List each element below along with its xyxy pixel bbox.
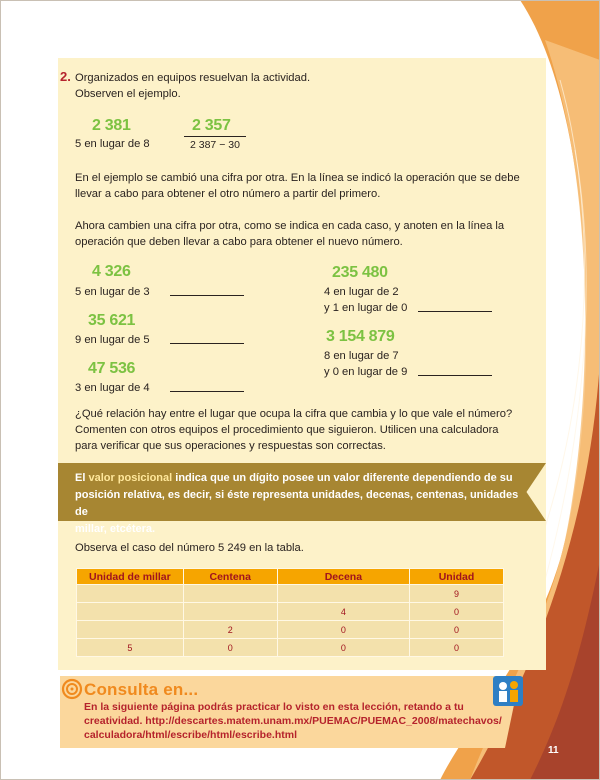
page-number: 11 bbox=[548, 745, 559, 756]
consulta-line-2[interactable]: creatividad. http://descartes.matem.unam.mx/PUEMAC/PUEMAC_2008/matechavos/ bbox=[84, 715, 502, 727]
table-intro: Observa el caso del número 5 249 en la tabla. bbox=[75, 542, 304, 554]
exercise-3-answer-line[interactable] bbox=[170, 391, 244, 392]
table-cell bbox=[183, 603, 277, 621]
paragraph-2-line-2: operación que deben llevar a cabo para obtener el nuevo número. bbox=[75, 236, 403, 248]
exercise-5-caption-2: y 0 en lugar de 9 bbox=[324, 366, 408, 378]
instruction-line-2: Observen el ejemplo. bbox=[75, 88, 181, 100]
table-cell bbox=[77, 603, 184, 621]
table-row bbox=[77, 639, 504, 657]
consulta-line-1: En la siguiente página podrás practicar lo visto en esta lección, retando a tu bbox=[84, 701, 464, 713]
question-line-3: para verificar que sus operaciones y respuestas son correctas. bbox=[75, 440, 386, 452]
header-unidad-de-millar: Unidad de millar bbox=[77, 569, 184, 585]
exercise-1-caption: 5 en lugar de 3 bbox=[75, 286, 150, 298]
definition-term: valor posicional bbox=[88, 472, 173, 484]
exercise-4-number: 235 480 bbox=[332, 264, 388, 281]
exercise-5-answer-line[interactable] bbox=[418, 375, 492, 376]
table-header-row bbox=[77, 569, 504, 585]
consulta-text bbox=[84, 700, 514, 742]
table-cell: 0 bbox=[277, 621, 409, 639]
example-caption: 5 en lugar de 8 bbox=[75, 138, 150, 150]
table-cell: 9 bbox=[410, 585, 504, 603]
exercise-1-answer-line[interactable] bbox=[170, 295, 244, 296]
header-unidad: Unidad bbox=[410, 569, 504, 585]
exercise-1-number: 4 326 bbox=[92, 263, 131, 280]
question-line-2: Comenten con otros equipos el procedimiento que siguieron. Utilicen una calculadora bbox=[75, 424, 499, 436]
example-number-b: 2 357 bbox=[192, 117, 231, 134]
question-line-1: ¿Qué relación hay entre el lugar que ocupa la cifra que cambia y lo que vale el número? bbox=[75, 408, 513, 420]
exercise-4-caption-2: y 1 en lugar de 0 bbox=[324, 302, 408, 314]
paragraph-1-line-2: llevar a cabo para obtener el otro número a partir del primero. bbox=[75, 188, 381, 200]
table-row bbox=[77, 585, 504, 603]
table-cell: 0 bbox=[410, 603, 504, 621]
instruction-line-1: Organizados en equipos resuelvan la actividad. bbox=[75, 72, 311, 84]
table-cell: 0 bbox=[410, 639, 504, 657]
consulta-title: Consulta en... bbox=[84, 680, 199, 699]
table-cell: 5 bbox=[77, 639, 184, 657]
table-row bbox=[77, 603, 504, 621]
exercise-5-number: 3 154 879 bbox=[326, 328, 395, 345]
table-cell: 2 bbox=[183, 621, 277, 639]
definition-rest: indica que un dígito posee un valor diferente dependiendo de su bbox=[172, 472, 513, 484]
exercise-2-number: 35 621 bbox=[88, 312, 136, 329]
definition-line-3: millar, etcétera. bbox=[75, 523, 156, 535]
exercise-5-caption-1: 8 en lugar de 7 bbox=[324, 350, 399, 362]
exercise-number: 2. bbox=[60, 69, 71, 84]
table-cell bbox=[77, 585, 184, 603]
table-cell bbox=[183, 585, 277, 603]
table-cell: 4 bbox=[277, 603, 409, 621]
exercise-4-caption-1: 4 en lugar de 2 bbox=[324, 286, 399, 298]
table-cell: 0 bbox=[183, 639, 277, 657]
place-value-table bbox=[76, 568, 504, 657]
exercise-4-answer-line[interactable] bbox=[418, 311, 492, 312]
table-cell bbox=[277, 585, 409, 603]
exercise-2-caption: 9 en lugar de 5 bbox=[75, 334, 150, 346]
table-row bbox=[77, 621, 504, 639]
paragraph-1-line-1: En el ejemplo se cambió una cifra por otra. En la línea se indicó la operación que se debe bbox=[75, 172, 520, 184]
table-cell bbox=[77, 621, 184, 639]
definition-prefix: El bbox=[75, 472, 89, 484]
consulta-line-3[interactable]: calculadora/html/escribe/html/escribe.html bbox=[84, 729, 297, 741]
definition-text bbox=[75, 470, 525, 538]
table-cell: 0 bbox=[277, 639, 409, 657]
header-decena: Decena bbox=[277, 569, 409, 585]
exercise-3-number: 47 536 bbox=[88, 360, 136, 377]
paragraph-2-line-1: Ahora cambien una cifra por otra, como se indica en cada caso, y anoten en la línea la bbox=[75, 220, 505, 232]
table-cell: 0 bbox=[410, 621, 504, 639]
exercise-2-answer-line[interactable] bbox=[170, 343, 244, 344]
definition-line-2: posición relativa, es decir, si éste representa unidades, decenas, centenas, unidades de bbox=[75, 489, 519, 518]
example-operation: 2 387 − 30 bbox=[184, 136, 246, 153]
example-number-a: 2 381 bbox=[92, 117, 131, 134]
exercise-3-caption: 3 en lugar de 4 bbox=[75, 382, 150, 394]
header-centena: Centena bbox=[183, 569, 277, 585]
